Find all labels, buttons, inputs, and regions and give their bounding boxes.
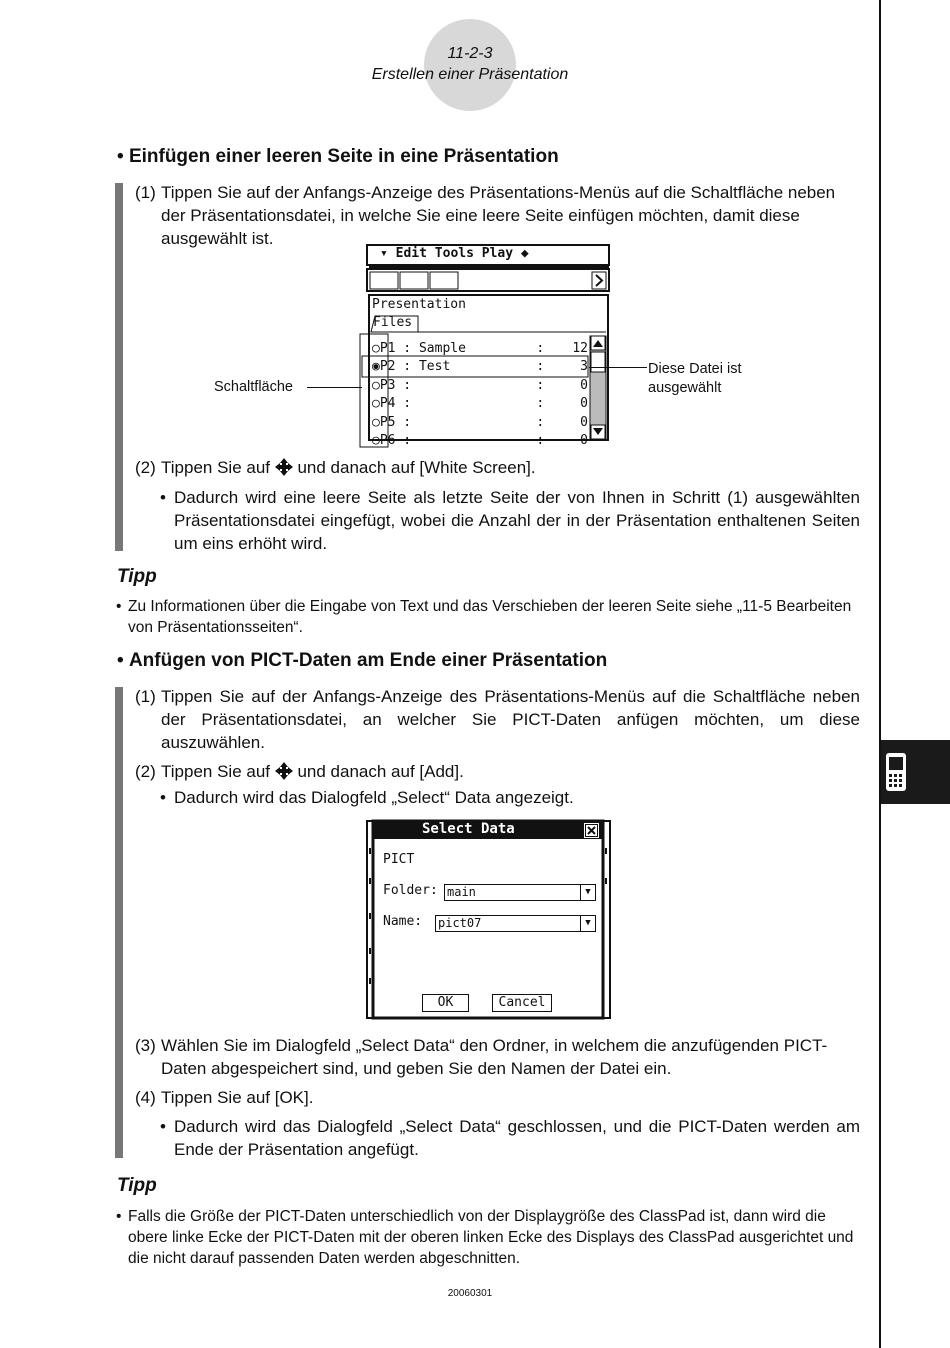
bullet-dot: • — [116, 1208, 122, 1225]
bullet-dot: • — [160, 788, 166, 807]
bullet-text: Dadurch wird eine leere Seite als letzte Seite der von Ihnen in Schritt (1) ausgewählten Präsentationsdatei eingefügt, wobei die Anzahl der in der Präsentation enthaltenen Seiten um eins erhöht wird. — [174, 488, 860, 553]
page-edge-line — [879, 0, 881, 1348]
radio-off-icon[interactable]: ○ — [372, 341, 380, 356]
menu-bar-text[interactable]: ▾ Edit Tools Play ◆ — [380, 246, 529, 261]
file-list — [372, 340, 588, 438]
step-number: (4) — [135, 1088, 156, 1107]
step-text: Tippen Sie auf der Anfangs-Anzeige des Präsentations-Menüs auf die Schaltfläche neben der Präsentationsdatei, an welcher Sie PICT-Daten anfügen möchten, um diese auszuwählen. — [161, 687, 860, 752]
arrow-cross-icon — [275, 762, 293, 786]
calculator-icon — [881, 740, 950, 804]
file-row[interactable] — [372, 432, 588, 438]
tip-text: Falls die Größe der PICT-Daten unterschiedlich von der Displaygröße des ClassPad ist, dann wird die obere linke Ecke der PICT-Daten mit der oberen linken Ecke des Displays des ClassPad ausgerichtet und die nicht darauf passenden Daten werden abgeschnitten. — [128, 1208, 854, 1267]
step-text: Tippen Sie auf [OK]. — [161, 1088, 314, 1107]
radio-off-icon[interactable]: ○ — [372, 377, 380, 393]
section1-heading: • Einfügen einer leeren Seite in eine Präsentation — [117, 146, 559, 167]
footer-code: 20060301 — [447, 1288, 493, 1299]
label-selected-1: Diese Datei ist — [648, 361, 742, 377]
file-row[interactable]: ○ P4 : : 0 — [372, 395, 588, 413]
name-select[interactable]: pict07 ▼ — [435, 915, 596, 932]
data-type-label: PICT — [383, 852, 415, 867]
step-number: (1) — [135, 183, 156, 202]
bullet-dot: • — [160, 488, 166, 507]
label-selected-2: ausgewählt — [648, 380, 722, 396]
section2-bar — [115, 687, 123, 1158]
step-text: Wählen Sie im Dialogfeld „Select Data“ den Ordner, in welchem die anzufügenden PICT-Daten abgespeichert sind, und geben Sie den Namen der Datei ein. — [161, 1036, 828, 1078]
file-row[interactable]: ◉ P2 : Test : 3 — [372, 358, 588, 376]
section1-bar — [115, 183, 123, 551]
chevron-down-icon[interactable]: ▼ — [580, 885, 595, 900]
window-title: Presentation — [372, 297, 466, 312]
radio-off-icon[interactable]: ○ — [372, 414, 380, 430]
header-circle — [424, 19, 516, 111]
tip-text: Zu Informationen über die Eingabe von Text und das Verschieben der leeren Seite siehe „11-5 Bearbeiten von Präsentationsseiten“. — [128, 598, 852, 636]
label-button: Schaltfläche — [214, 379, 293, 395]
arrow-cross-icon — [275, 458, 293, 482]
ok-button[interactable]: OK — [422, 994, 469, 1012]
step-number: (2) — [135, 458, 156, 477]
chevron-down-icon[interactable]: ▼ — [580, 916, 595, 931]
chapter-tab — [881, 740, 950, 804]
section-title: Erstellen einer Präsentation — [371, 66, 569, 83]
leader-line — [589, 367, 647, 368]
step-text: Tippen Sie auf und danach auf [Add]. — [161, 760, 464, 786]
bullet-dot: • — [116, 598, 122, 615]
step-number: (2) — [135, 762, 156, 781]
folder-label: Folder: — [383, 883, 438, 898]
bullet-text: Dadurch wird das Dialogfeld „Select Data“ geschlossen, und die PICT-Daten werden am Ende der Präsentation angefügt. — [174, 1117, 860, 1159]
file-row[interactable]: ○ P1 : Sample : 12 — [372, 340, 588, 358]
radio-off-icon[interactable]: ○ — [372, 396, 380, 412]
bullet-text: Dadurch wird das Dialogfeld „Select“ Data angezeigt. — [174, 788, 574, 807]
file-row[interactable]: ○ P5 : : 0 — [372, 414, 588, 432]
radio-on-icon[interactable]: ◉ — [372, 359, 380, 375]
step-number: (3) — [135, 1036, 156, 1055]
cancel-button[interactable]: Cancel — [492, 994, 552, 1012]
dialog-title: Select Data — [422, 821, 515, 837]
files-tab[interactable]: Files — [373, 315, 413, 330]
leader-line — [307, 387, 362, 388]
close-icon[interactable] — [584, 823, 599, 838]
tip-heading: Tipp — [117, 566, 157, 587]
bullet-dot: • — [117, 146, 129, 167]
select-data-dialog — [366, 818, 612, 1022]
name-label: Name: — [383, 914, 423, 929]
step-number: (1) — [135, 687, 156, 706]
step-text: Tippen Sie auf und danach auf [White Screen]. — [161, 456, 536, 482]
bullet-dot: • — [117, 650, 129, 671]
presentation-screen — [366, 244, 612, 444]
folder-select[interactable]: main ▼ — [444, 884, 596, 901]
section2-heading: • Anfügen von PICT-Daten am Ende einer Präsentation — [117, 650, 608, 671]
file-row[interactable]: ○ P3 : : 0 — [372, 377, 588, 395]
tip-heading: Tipp — [117, 1175, 157, 1196]
step-text: Tippen Sie auf der Anfangs-Anzeige des Präsentations-Menüs auf die Schaltfläche neben der Präsentationsdatei, in welche Sie eine leere Seite einfügen möchten, damit diese ausgewählt ist. — [161, 183, 836, 248]
section-number: 11-2-3 — [447, 45, 493, 62]
bullet-dot: • — [160, 1117, 166, 1136]
